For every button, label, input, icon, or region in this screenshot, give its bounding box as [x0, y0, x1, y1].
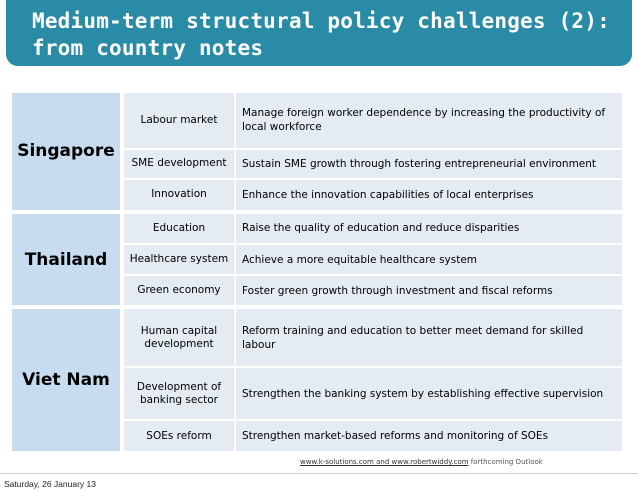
- policy-description-cell: Reform training and education to better meet demand for skilled labour: [235, 307, 622, 366]
- watermark-suffix: forthcoming Outlook: [470, 458, 543, 466]
- page-title: Medium-term structural policy challenges (2): from country notes: [32, 9, 610, 60]
- country-cell-thailand: Thailand: [12, 212, 122, 308]
- watermark-link[interactable]: www.k-solutions.com and www.robertwiddy.com: [300, 458, 469, 466]
- policy-table-container: [12, 93, 622, 455]
- title-bar: [6, 0, 632, 66]
- policy-description-cell: Strengthen the banking system by establishing effective supervision: [235, 367, 622, 421]
- policy-area-cell: Labour market: [122, 93, 235, 149]
- policy-area-cell: Development of banking sector: [122, 367, 235, 421]
- policy-area-cell: Innovation: [122, 179, 235, 212]
- country-cell-viet-nam: Viet Nam: [12, 307, 122, 453]
- table-row: [12, 212, 622, 245]
- policy-table: [12, 93, 622, 455]
- policy-area-cell: Healthcare system: [122, 244, 235, 275]
- policy-description-cell: Manage foreign worker dependence by increasing the productivity of local workforce: [235, 93, 622, 149]
- table-row: [12, 93, 622, 149]
- policy-area-cell: SME development: [122, 149, 235, 180]
- policy-area-cell: SOEs reform: [122, 420, 235, 453]
- policy-area-cell: Human capital development: [122, 307, 235, 366]
- footer-divider: [0, 473, 638, 474]
- policy-description-cell: Strengthen market-based reforms and monitoring of SOEs: [235, 420, 622, 453]
- policy-description-cell: Sustain SME growth through fostering entrepreneurial environment: [235, 149, 622, 180]
- policy-description-cell: Foster green growth through investment and fiscal reforms: [235, 275, 622, 308]
- policy-description-cell: Raise the quality of education and reduce disparities: [235, 212, 622, 245]
- table-row: [12, 307, 622, 366]
- policy-description-cell: Achieve a more equitable healthcare system: [235, 244, 622, 275]
- policy-area-cell: Green economy: [122, 275, 235, 308]
- policy-area-cell: Education: [122, 212, 235, 245]
- country-cell-singapore: Singapore: [12, 93, 122, 212]
- policy-description-cell: Enhance the innovation capabilities of local enterprises: [235, 179, 622, 212]
- source-watermark: [300, 458, 543, 466]
- footer-date: Saturday, 26 January 13: [4, 479, 96, 489]
